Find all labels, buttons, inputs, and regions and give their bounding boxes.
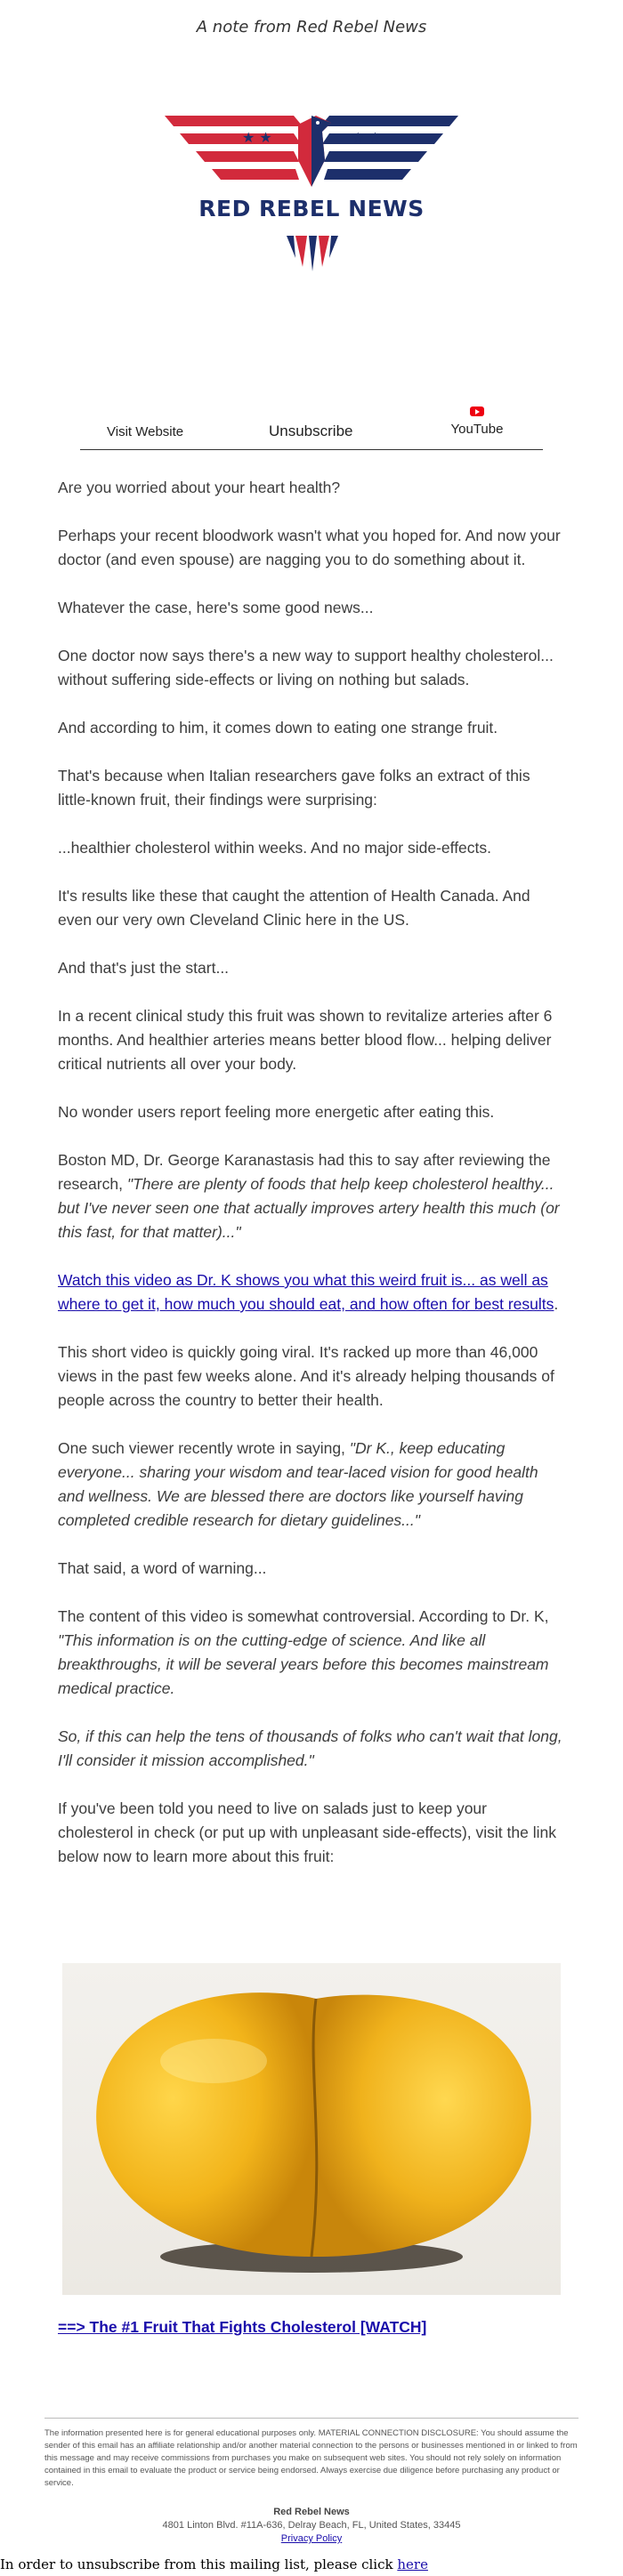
paragraph: This short video is quickly going viral. It's racked up more than 46,000 views in the past few weeks alone. And it's already helping thousands of people across the country to better their health. bbox=[58, 1343, 554, 1409]
paragraph: Perhaps your recent bloodwork wasn't what you hoped for. And now your doctor (and even spouse) are nagging you to do something about it. bbox=[58, 527, 561, 568]
footer-divider bbox=[44, 2418, 578, 2419]
quote-text: "This information is on the cutting-edge of science. And like all breakthroughs, it will be several years before this becomes mainstream medical practice. bbox=[58, 1631, 549, 1697]
quote-text: "There are plenty of foods that help keep cholesterol healthy... but I've never seen one that actually improves artery health this much (or this fast, for that matter)..." bbox=[58, 1175, 560, 1241]
logo-wordmark: RED REBEL NEWS bbox=[198, 196, 425, 221]
cta-container bbox=[58, 2318, 426, 2337]
youtube-link[interactable] bbox=[450, 407, 504, 437]
top-nav bbox=[80, 405, 543, 450]
email-body bbox=[58, 476, 565, 1893]
paragraph: And according to him, it comes down to eating one strange fruit. bbox=[58, 719, 498, 737]
logo bbox=[0, 107, 623, 285]
visit-website-link[interactable]: Visit Website bbox=[107, 424, 184, 439]
paragraph: It's results like these that caught the attention of Health Canada. And even our very own Cleveland Clinic here in the US. bbox=[58, 887, 530, 929]
unsubscribe-footer bbox=[0, 2556, 428, 2572]
paragraph: Are you worried about your heart health? bbox=[58, 479, 341, 496]
quote-text: So, if this can help the tens of thousands of folks who can't wait that long, I'll consider it mission accomplished." bbox=[58, 1727, 562, 1769]
paragraph: One doctor now says there's a new way to support healthy cholesterol... without suffering side-effects or living on nothing but salads. bbox=[58, 647, 554, 688]
paragraph: In a recent clinical study this fruit was shown to revitalize arteries after 6 months. And healthier arteries means better blood flow... helping deliver critical nutrients all over your body. bbox=[58, 1007, 553, 1073]
watch-video-link[interactable]: Watch this video as Dr. K shows you what this weird fruit is... as well as where to get it, how much you should eat, and how often for best results bbox=[58, 1271, 554, 1313]
paragraph bbox=[58, 1605, 565, 1701]
unsubscribe-text: In order to unsubscribe from this mailing list, please click bbox=[0, 2556, 398, 2572]
youtube-label: YouTube bbox=[450, 422, 504, 437]
citrus-fruit-image-icon bbox=[62, 1963, 561, 2295]
paragraph: Whatever the case, here's some good news... bbox=[58, 599, 374, 616]
paragraph-text: . bbox=[554, 1295, 559, 1313]
paragraph bbox=[58, 1437, 565, 1533]
paragraph: If you've been told you need to live on salads just to keep your cholesterol in check (or put up with unpleasant side-effects), visit the link below now to learn more about this fruit: bbox=[58, 1799, 556, 1865]
business-info bbox=[0, 2506, 623, 2546]
paragraph-text: One such viewer recently wrote in saying, bbox=[58, 1439, 350, 1457]
preheader-text: A note from Red Rebel News bbox=[196, 18, 427, 36]
paragraph bbox=[58, 1268, 565, 1316]
company-name: Red Rebel News bbox=[273, 2507, 350, 2517]
paragraph: That's because when Italian researchers gave folks an extract of this little-known fruit, their findings were surprising: bbox=[58, 767, 530, 809]
unsubscribe-link[interactable]: Unsubscribe bbox=[269, 423, 353, 439]
fruit-photo[interactable] bbox=[62, 1963, 561, 2295]
paragraph bbox=[58, 1148, 565, 1244]
paragraph: ...healthier cholesterol within weeks. And no major side-effects. bbox=[58, 839, 492, 857]
youtube-icon bbox=[470, 407, 484, 416]
paragraph-text: Boston MD, Dr. George Karanastasis had this to say after reviewing the research, bbox=[58, 1151, 551, 1193]
paragraph-text: The content of this video is somewhat controversial. According to Dr. K, bbox=[58, 1607, 549, 1625]
paragraph: That said, a word of warning... bbox=[58, 1559, 267, 1577]
cta-watch-link[interactable]: ==> The #1 Fruit That Fights Cholesterol [WATCH] bbox=[58, 2318, 427, 2336]
quote-text: "Dr K., keep educating everyone... sharing your wisdom and tear-laced vision for good health and wellness. We are blessed there are doctors like yourself having completed credible research for dietary guidelines..." bbox=[58, 1439, 538, 1529]
paragraph: No wonder users report feeling more energetic after eating this. bbox=[58, 1103, 495, 1121]
privacy-policy-link[interactable]: Privacy Policy bbox=[280, 2533, 343, 2544]
paragraph bbox=[58, 1725, 565, 1773]
company-address: 4801 Linton Blvd. #11A-636, Delray Beach, FL, United States, 33445 bbox=[162, 2520, 461, 2531]
svg-text:★ ★: ★ ★ bbox=[242, 129, 272, 146]
paragraph: And that's just the start... bbox=[58, 959, 230, 977]
unsubscribe-here-link[interactable]: here bbox=[397, 2556, 428, 2572]
svg-text:★ ★: ★ ★ bbox=[352, 129, 382, 146]
disclaimer-text: The information presented here is for general educational purposes only. MATERIAL CONNECTION DISCLOSURE: You should assume the sender of this email has an affiliate relationship and/or another material connection to the persons or businesses mentioned in or linked to from this message and may receive commissions from purchases you make on subsequent web sites. You should not rely solely on information contained in this email to evaluate the product or service being endorsed. Always exercise due diligence before purchasing any product or service. bbox=[44, 2428, 578, 2488]
